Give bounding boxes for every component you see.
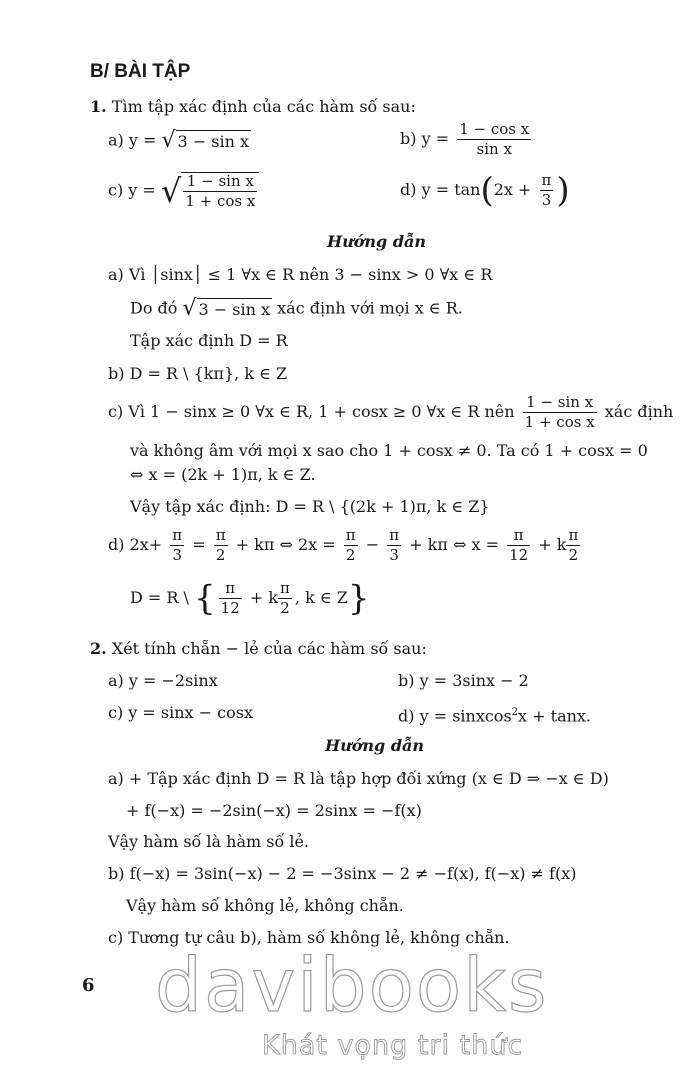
numerator: π: [389, 526, 400, 544]
fraction: [170, 527, 184, 564]
sqrt-expression: √ 3 − sin x: [161, 128, 250, 153]
guide-1d-line-2: [130, 580, 370, 617]
exercise-1a: [108, 130, 251, 152]
exercise-1c-prefix: c) y =: [108, 180, 156, 200]
text: + k: [249, 588, 279, 607]
sqrt-expression: √ 3 − sin x: [182, 296, 271, 321]
text: c) Vì 1 − sinx ≥ 0 ∀x ∈ R, 1 + cosx ≥ 0 ∀x ∈ R nên: [108, 402, 515, 421]
exponent: 2: [511, 707, 519, 718]
guide-1-heading: Hướng dẫn: [327, 232, 426, 251]
fraction: [183, 173, 257, 210]
watermark-brand: davibooks: [155, 943, 549, 1029]
guide-2-heading: Hướng dẫn: [325, 736, 424, 755]
denominator: 3: [541, 191, 552, 209]
denominator: 12: [509, 546, 529, 564]
text: xác định với mọi x ∈ R.: [277, 298, 463, 318]
exercise-2-text: Xét tính chẵn − lẻ của các hàm số sau:: [111, 639, 427, 658]
guide-2a-line-1: a) + Tập xác định D = R là tập hợp đối xứng (x ∈ D ⇒ −x ∈ D): [108, 769, 609, 788]
numerator: 1 − cos x: [459, 120, 530, 138]
fraction: [214, 527, 228, 564]
guide-1c-line-2: và không âm với mọi x sao cho 1 + cosx ≠ 0. Ta có 1 + cosx = 0: [130, 441, 648, 460]
exercise-2-number: 2.: [90, 639, 107, 658]
exercise-1-number: 1.: [90, 97, 107, 116]
guide-1a-line-3: Tập xác định D = R: [130, 331, 288, 350]
guide-1c-line-4: Vậy tập xác định: D = R \ {(2k + 1)π, k ∈ Z}: [130, 497, 490, 516]
guide-1d-line-1: [108, 527, 583, 564]
text: −: [365, 535, 380, 554]
page-number: 6: [82, 975, 95, 996]
guide-1b: b) D = R \ {kπ}, k ∈ Z: [108, 364, 288, 383]
radicand: 3 − sin x: [198, 300, 271, 319]
exercise-1d-arg: 2x +: [493, 180, 532, 199]
denominator: 1 + cos x: [185, 192, 256, 210]
guide-1a-line-1: a) Vì │sinx│ ≤ 1 ∀x ∈ R nên 3 − sinx > 0 ∀x ∈ R: [108, 265, 493, 284]
fraction: [507, 527, 530, 564]
guide-1c-line-1: [108, 394, 673, 431]
denominator: 3: [172, 546, 182, 564]
text: Do đó: [130, 298, 178, 318]
text: + kπ ⇔ 2x =: [235, 535, 336, 554]
denominator: 12: [220, 599, 240, 617]
exercise-2b: b) y = 3sinx − 2: [398, 671, 529, 690]
exercise-1b-prefix: b) y =: [400, 129, 450, 148]
numerator: π: [172, 526, 183, 544]
text: x + tanx.: [518, 706, 592, 726]
denominator: 2: [345, 546, 356, 564]
numerator: 1 − sin x: [523, 394, 597, 413]
numerator: π: [568, 526, 579, 544]
numerator: π: [345, 526, 356, 544]
guide-1a-line-2: [130, 298, 463, 320]
exercise-1b: [400, 121, 534, 158]
denominator: 3: [389, 546, 399, 564]
fraction: [278, 580, 292, 617]
exercise-2a: a) y = −2sinx: [108, 671, 218, 690]
fraction: [344, 527, 358, 564]
guide-2a-line-3: Vậy hàm số là hàm số lẻ.: [108, 832, 310, 851]
denominator: 2: [280, 599, 290, 617]
section-title: B/ BÀI TẬP: [90, 61, 191, 82]
denominator: 2: [568, 546, 579, 564]
numerator: π: [280, 579, 290, 597]
fraction: [387, 527, 401, 564]
text: + kπ ⇔ x =: [409, 535, 499, 554]
guide-2c: c) Tương tự câu b), hàm số không lẻ, không chẵn.: [108, 928, 510, 947]
numerator: π: [215, 526, 226, 544]
text: =: [192, 535, 206, 554]
exercise-2d: [398, 703, 591, 726]
radicand: 3 − sin x: [177, 132, 250, 151]
exercise-1d: d) y = tan(2x + $\frac{\pi}{3}$ ): [400, 170, 570, 211]
exercise-1a-prefix: a) y =: [108, 130, 157, 150]
watermark-slogan: Khát vọng tri thức: [262, 1030, 524, 1061]
exercise-2c: c) y = sinx − cosx: [108, 703, 253, 722]
exercise-1c: [108, 172, 259, 210]
guide-2b-line-1: b) f(−x) = 3sin(−x) − 2 = −3sinx − 2 ≠ −f(x), f(−x) ≠ f(x): [108, 864, 577, 883]
exercise-1-prompt: [90, 97, 416, 117]
left-brace: {: [194, 578, 216, 619]
exercise-2-prompt: [90, 639, 427, 659]
fraction: [219, 580, 242, 617]
fraction: [540, 172, 554, 209]
denominator: 1 + cos x: [524, 413, 595, 431]
text: xác định: [604, 402, 674, 421]
guide-2a-line-2: + f(−x) = −2sin(−x) = 2sinx = −f(x): [126, 801, 422, 820]
numerator: π: [541, 171, 552, 189]
numerator: π: [507, 527, 530, 546]
right-brace: }: [347, 578, 370, 619]
fraction: [523, 394, 597, 431]
exercise-1-text: Tìm tập xác định của các hàm số sau:: [111, 97, 416, 116]
numerator: π: [219, 580, 242, 599]
text: + k: [538, 535, 567, 554]
text: , k ∈ Z: [294, 588, 348, 607]
text: d) 2x+: [108, 535, 163, 554]
sqrt-expression: √ $\frac{\text{1 − sin x}}{\text{1 + cos x}}$: [161, 172, 259, 210]
text: D = R \: [130, 588, 189, 607]
guide-2b-line-2: Vậy hàm số không lẻ, không chẵn.: [126, 896, 404, 915]
fraction: [457, 121, 531, 158]
fraction: [566, 527, 580, 564]
exercise-1d-prefix: d) y = tan: [400, 180, 481, 199]
guide-1c-line-3: ⇔ x = (2k + 1)π, k ∈ Z.: [130, 465, 316, 484]
denominator: sin x: [476, 140, 512, 158]
text: d) y = sinxcos: [398, 706, 512, 726]
denominator: 2: [215, 546, 226, 564]
numerator: 1 − sin x: [183, 173, 257, 192]
